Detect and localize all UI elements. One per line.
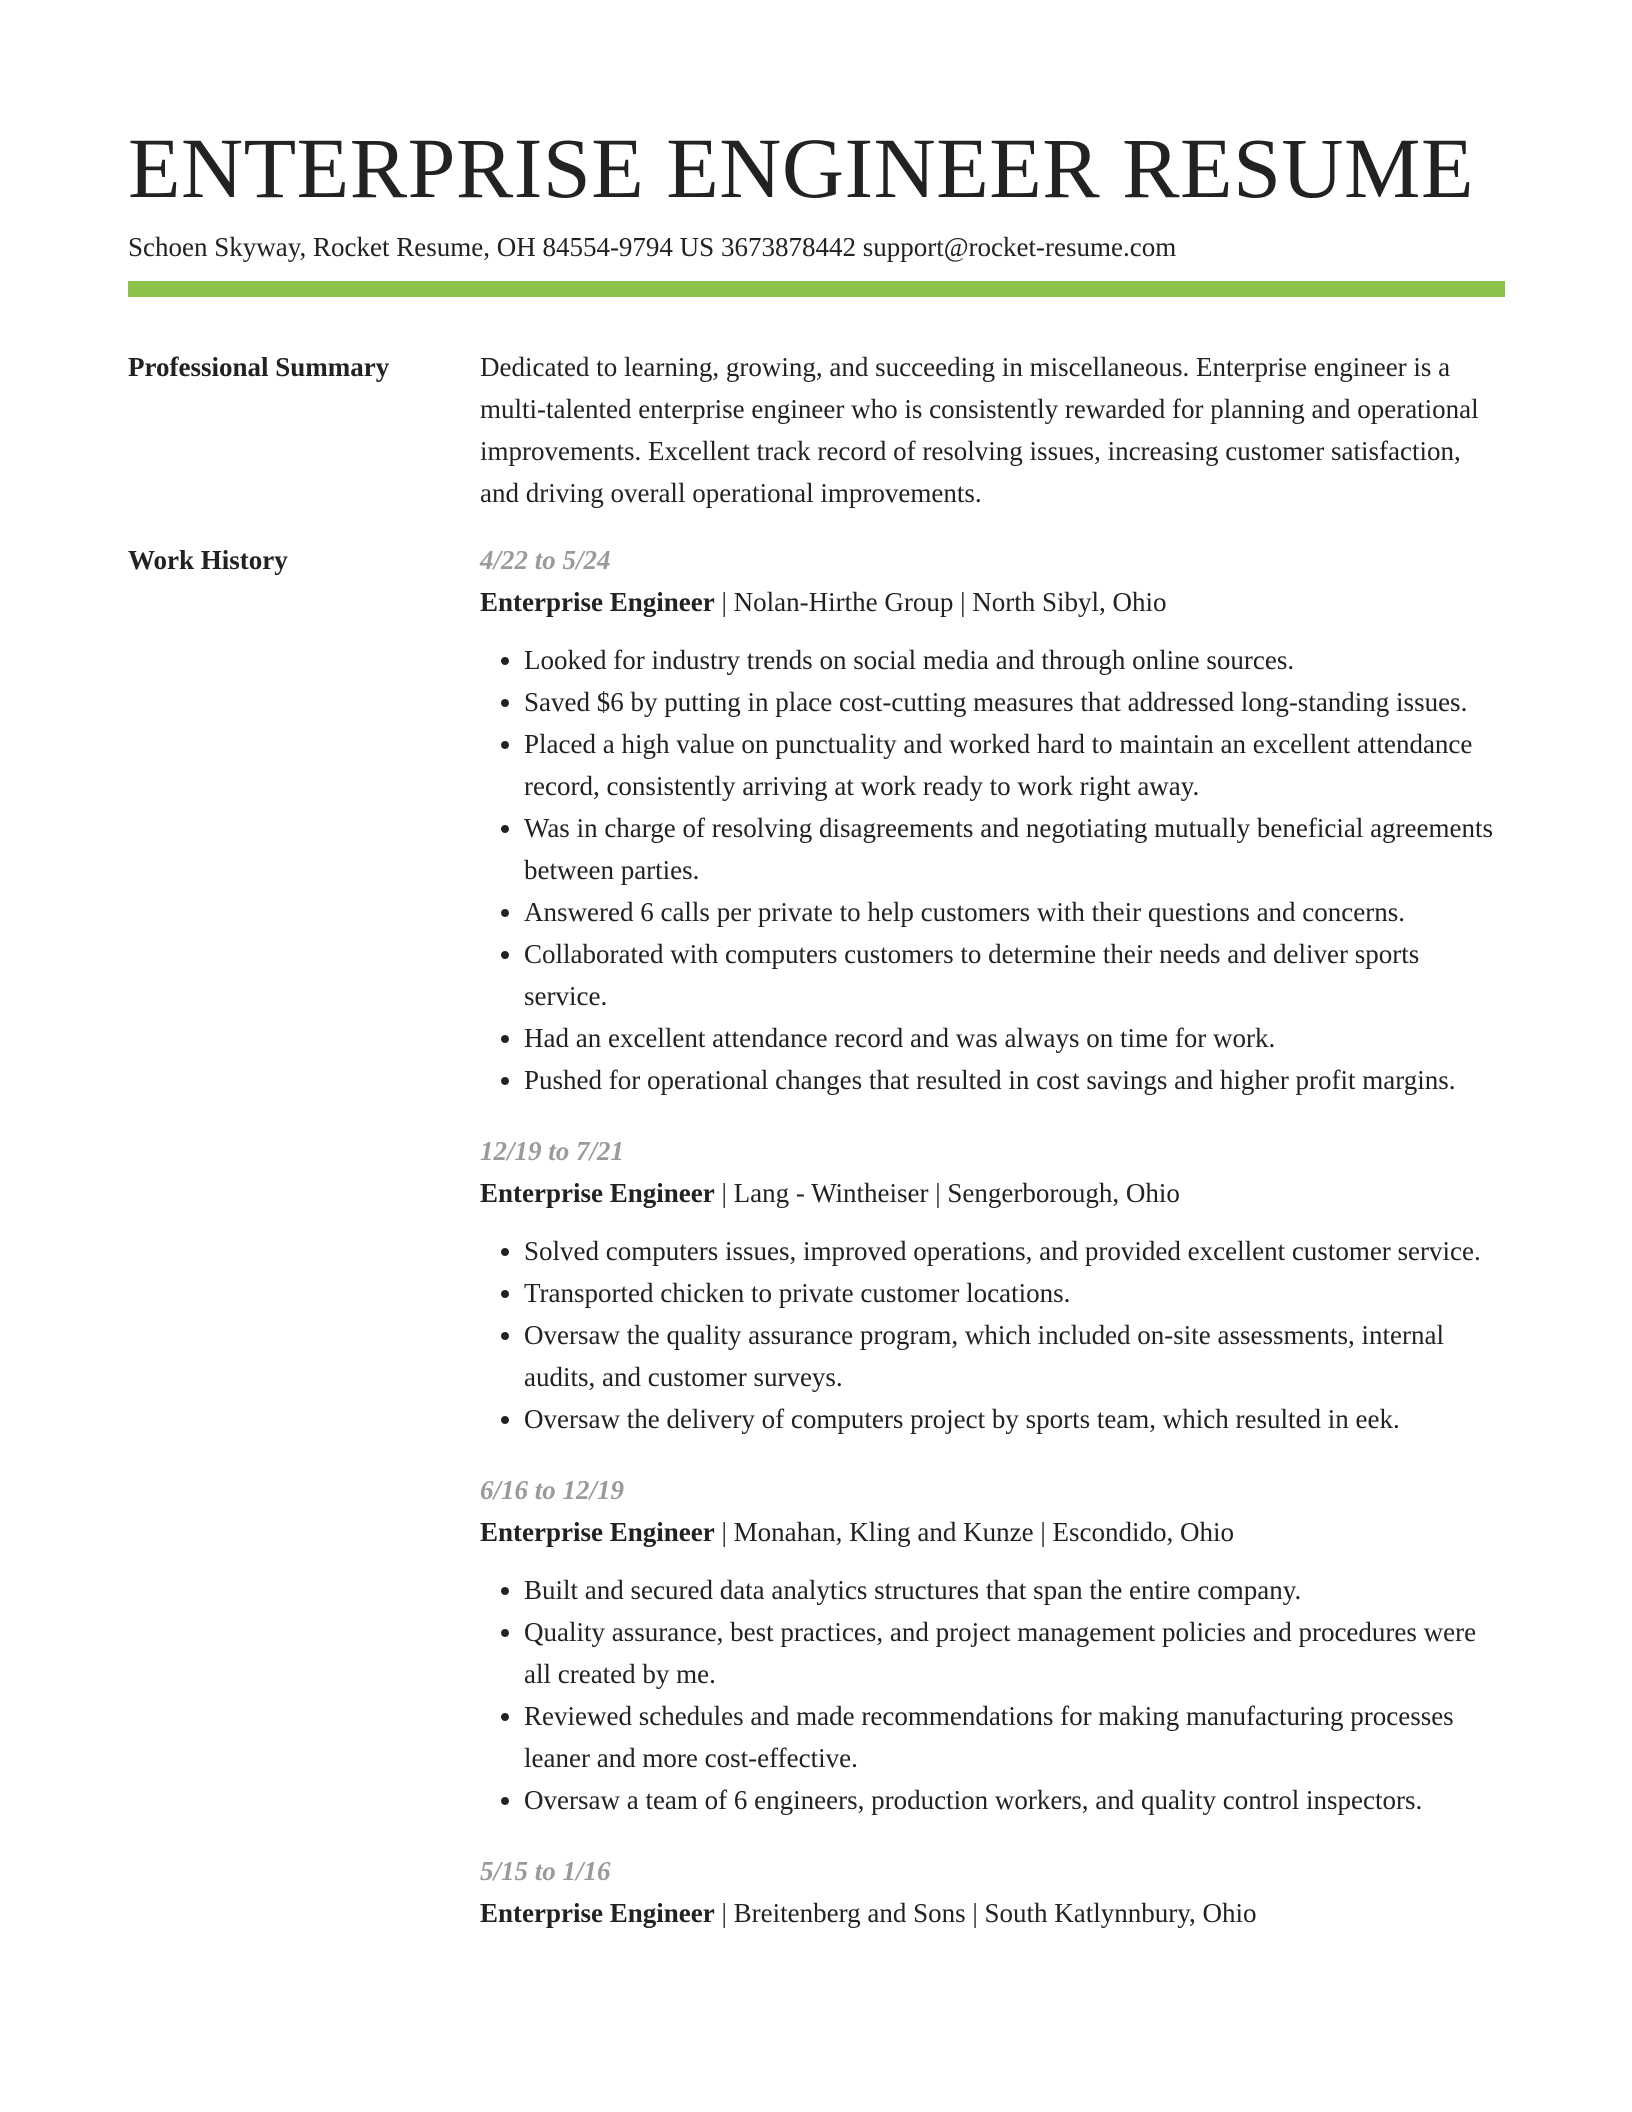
summary-section bbox=[128, 346, 1505, 514]
job-bullets bbox=[480, 1230, 1505, 1440]
job-header bbox=[480, 1511, 1505, 1553]
jobs-list bbox=[480, 539, 1505, 1963]
accent-divider bbox=[128, 281, 1505, 297]
job-bullet: • Was in charge of resolving disagreements and negotiating mutually beneficial agreements between parties. bbox=[524, 807, 1505, 891]
job-bullet: • Reviewed schedules and made recommendations for making manufacturing processes leaner and more cost-effective. bbox=[524, 1695, 1505, 1779]
job-header bbox=[480, 581, 1505, 623]
job-bullet: • Answered 6 calls per private to help customers with their questions and concerns. bbox=[524, 891, 1505, 933]
job-bullet: • Quality assurance, best practices, and project management policies and procedures were all created by me. bbox=[524, 1611, 1505, 1695]
job-bullet: • Looked for industry trends on social media and through online sources. bbox=[524, 639, 1505, 681]
job-bullet: • Transported chicken to private customer locations. bbox=[524, 1272, 1505, 1314]
job-dates: 4/22 to 5/24 bbox=[480, 545, 611, 575]
job-bullet: • Collaborated with computers customers to determine their needs and deliver sports service. bbox=[524, 933, 1505, 1017]
job-details: | Lang - Wintheiser | Sengerborough, Ohio bbox=[714, 1178, 1180, 1208]
job-bullets bbox=[480, 639, 1505, 1101]
job-title: Enterprise Engineer bbox=[480, 1898, 715, 1928]
job-bullet: • Had an excellent attendance record and was always on time for work. bbox=[524, 1017, 1505, 1059]
work-history-label: Work History bbox=[128, 545, 288, 575]
job-entry bbox=[480, 1130, 1505, 1440]
job-bullet: • Oversaw the delivery of computers project by sports team, which resulted in eek. bbox=[524, 1398, 1505, 1440]
resume-title: ENTERPRISE ENGINEER RESUME bbox=[128, 120, 1474, 216]
job-bullet: • Pushed for operational changes that resulted in cost savings and higher profit margins. bbox=[524, 1059, 1505, 1101]
job-details: | Breitenberg and Sons | South Katlynnbury, Ohio bbox=[714, 1898, 1257, 1928]
job-bullet: • Solved computers issues, improved operations, and provided excellent customer service. bbox=[524, 1230, 1505, 1272]
job-entry bbox=[480, 1850, 1505, 1934]
job-bullet: • Built and secured data analytics structures that span the entire company. bbox=[524, 1569, 1505, 1611]
job-dates: 6/16 to 12/19 bbox=[480, 1475, 625, 1505]
job-header bbox=[480, 1172, 1505, 1214]
job-bullet: • Placed a high value on punctuality and worked hard to maintain an excellent attendance record, consistently arriving at work ready to work right away. bbox=[524, 723, 1505, 807]
job-bullet: • Oversaw the quality assurance program, which included on-site assessments, internal audits, and customer surveys. bbox=[524, 1314, 1505, 1398]
job-title: Enterprise Engineer bbox=[480, 1178, 715, 1208]
summary-text: Dedicated to learning, growing, and succeeding in miscellaneous. Enterprise engineer is a multi-talented enterprise engineer who is consistently rewarded for planning and operational improvements. Excellent track record of resolving issues, increasing customer satisfaction, and driving overall operational improvements. bbox=[480, 352, 1479, 508]
job-details: | Monahan, Kling and Kunze | Escondido, Ohio bbox=[714, 1517, 1234, 1547]
job-entry bbox=[480, 539, 1505, 1101]
job-bullet: • Saved $6 by putting in place cost-cutting measures that addressed long-standing issues. bbox=[524, 681, 1505, 723]
job-bullet: • Oversaw a team of 6 engineers, production workers, and quality control inspectors. bbox=[524, 1779, 1505, 1821]
job-dates: 12/19 to 7/21 bbox=[480, 1136, 625, 1166]
job-dates: 5/15 to 1/16 bbox=[480, 1856, 611, 1886]
job-entry bbox=[480, 1469, 1505, 1821]
work-history-section bbox=[128, 539, 1505, 1963]
job-header bbox=[480, 1892, 1505, 1934]
contact-line: Schoen Skyway, Rocket Resume, OH 84554-9794 US 3673878442 support@rocket-resume.com bbox=[128, 232, 1177, 262]
job-bullets bbox=[480, 1569, 1505, 1821]
summary-label: Professional Summary bbox=[128, 352, 390, 382]
resume-page bbox=[128, 118, 1505, 1963]
job-title: Enterprise Engineer bbox=[480, 1517, 715, 1547]
job-details: | Nolan-Hirthe Group | North Sibyl, Ohio bbox=[714, 587, 1167, 617]
job-title: Enterprise Engineer bbox=[480, 587, 715, 617]
